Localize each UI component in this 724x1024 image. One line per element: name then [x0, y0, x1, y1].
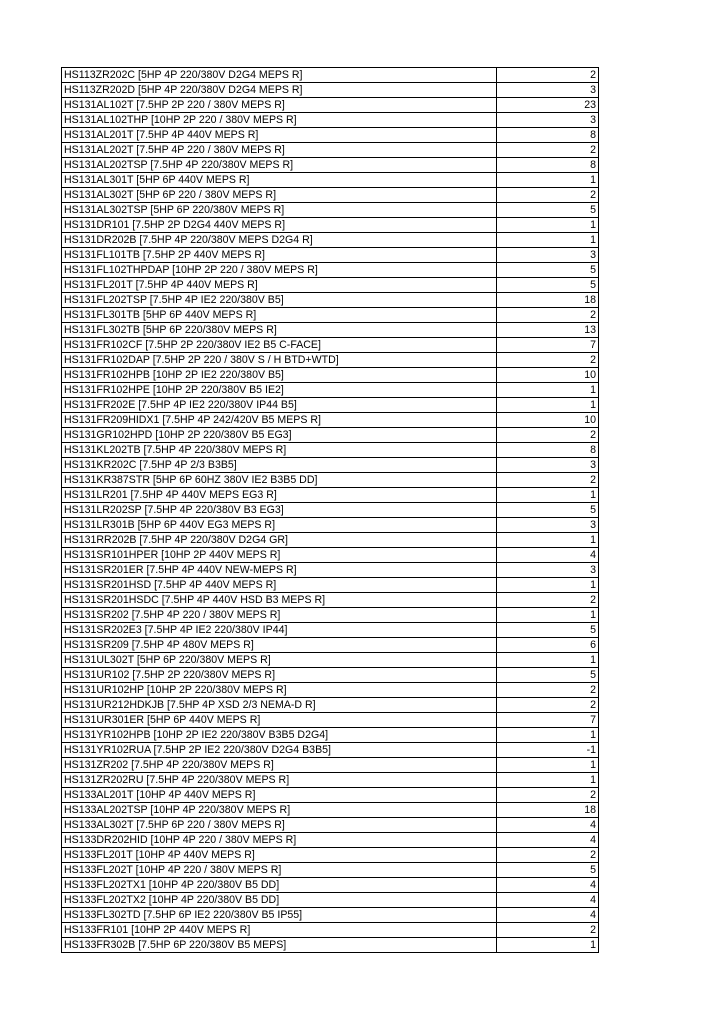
- quantity-cell: 2: [497, 593, 599, 608]
- quantity-cell: 2: [497, 923, 599, 938]
- quantity-cell: 1: [497, 218, 599, 233]
- quantity-cell: 2: [497, 788, 599, 803]
- table-row: [62, 653, 599, 668]
- table-row: [62, 518, 599, 533]
- table-row: [62, 818, 599, 833]
- table-row: [62, 788, 599, 803]
- quantity-cell: 3: [497, 458, 599, 473]
- quantity-cell: 4: [497, 833, 599, 848]
- item-description-cell: HS131FR102DAP [7.5HP 2P 220 / 380V S / H BTD+WTD]: [62, 353, 497, 368]
- quantity-cell: 18: [497, 293, 599, 308]
- item-description-cell: HS131FL101TB [7.5HP 2P 440V MEPS R]: [62, 248, 497, 263]
- quantity-cell: 10: [497, 413, 599, 428]
- table-row: [62, 623, 599, 638]
- quantity-cell: 2: [497, 68, 599, 83]
- table-row: [62, 683, 599, 698]
- quantity-cell: 3: [497, 113, 599, 128]
- table-row: [62, 113, 599, 128]
- table-row: [62, 563, 599, 578]
- quantity-cell: 2: [497, 683, 599, 698]
- item-description-cell: HS131SR101HPER [10HP 2P 440V MEPS R]: [62, 548, 497, 563]
- quantity-cell: 1: [497, 533, 599, 548]
- item-description-cell: HS131AL201T [7.5HP 4P 440V MEPS R]: [62, 128, 497, 143]
- quantity-cell: 1: [497, 233, 599, 248]
- table-row: [62, 308, 599, 323]
- quantity-cell: 1: [497, 383, 599, 398]
- quantity-cell: 5: [497, 668, 599, 683]
- quantity-cell: 4: [497, 893, 599, 908]
- item-description-cell: HS131FR202E [7.5HP 4P IE2 220/380V IP44 B5]: [62, 398, 497, 413]
- quantity-cell: 3: [497, 248, 599, 263]
- item-description-cell: HS131LR301B [5HP 6P 440V EG3 MEPS R]: [62, 518, 497, 533]
- item-description-cell: HS113ZR202D [5HP 4P 220/380V D2G4 MEPS R]: [62, 83, 497, 98]
- quantity-cell: 2: [497, 353, 599, 368]
- quantity-cell: 3: [497, 518, 599, 533]
- quantity-cell: 5: [497, 263, 599, 278]
- item-description-cell: HS131FL202TSP [7.5HP 4P IE2 220/380V B5]: [62, 293, 497, 308]
- table-row: [62, 503, 599, 518]
- item-description-cell: HS131SR209 [7.5HP 4P 480V MEPS R]: [62, 638, 497, 653]
- table-row: [62, 743, 599, 758]
- quantity-cell: 5: [497, 623, 599, 638]
- table-row: [62, 458, 599, 473]
- item-description-cell: HS131SR202E3 [7.5HP 4P IE2 220/380V IP44]: [62, 623, 497, 638]
- table-row: [62, 908, 599, 923]
- quantity-cell: 1: [497, 398, 599, 413]
- table-row: [62, 713, 599, 728]
- table-row: [62, 218, 599, 233]
- table-row: [62, 428, 599, 443]
- item-description-cell: HS133AL202TSP [10HP 4P 220/380V MEPS R]: [62, 803, 497, 818]
- inventory-rows: [62, 68, 599, 953]
- table-row: [62, 848, 599, 863]
- table-row: [62, 548, 599, 563]
- table-row: [62, 608, 599, 623]
- quantity-cell: 5: [497, 863, 599, 878]
- item-description-cell: HS131UR301ER [5HP 6P 440V MEPS R]: [62, 713, 497, 728]
- table-row: [62, 803, 599, 818]
- table-row: [62, 398, 599, 413]
- item-description-cell: HS131KR387STR [5HP 6P 60HZ 380V IE2 B3B5 DD]: [62, 473, 497, 488]
- quantity-cell: 7: [497, 713, 599, 728]
- quantity-cell: 8: [497, 158, 599, 173]
- table-row: [62, 188, 599, 203]
- table-row: [62, 233, 599, 248]
- item-description-cell: HS131UL302T [5HP 6P 220/380V MEPS R]: [62, 653, 497, 668]
- table-row: [62, 728, 599, 743]
- table-row: [62, 473, 599, 488]
- item-description-cell: HS133AL201T [10HP 4P 440V MEPS R]: [62, 788, 497, 803]
- item-description-cell: HS131SR202 [7.5HP 4P 220 / 380V MEPS R]: [62, 608, 497, 623]
- quantity-cell: 1: [497, 488, 599, 503]
- item-description-cell: HS131YR102RUA [7.5HP 2P IE2 220/380V D2G4 B3B5]: [62, 743, 497, 758]
- quantity-cell: 18: [497, 803, 599, 818]
- inventory-table: [61, 67, 599, 953]
- table-row: [62, 893, 599, 908]
- item-description-cell: HS133FR101 [10HP 2P 440V MEPS R]: [62, 923, 497, 938]
- quantity-cell: 5: [497, 203, 599, 218]
- table-row: [62, 158, 599, 173]
- quantity-cell: 10: [497, 368, 599, 383]
- item-description-cell: HS131FR102HPB [10HP 2P IE2 220/380V B5]: [62, 368, 497, 383]
- item-description-cell: HS131KL202TB [7.5HP 4P 220/380V MEPS R]: [62, 443, 497, 458]
- item-description-cell: HS133FL302TD [7.5HP 6P IE2 220/380V B5 IP55]: [62, 908, 497, 923]
- quantity-cell: 3: [497, 83, 599, 98]
- table-row: [62, 143, 599, 158]
- quantity-cell: 5: [497, 278, 599, 293]
- item-description-cell: HS131UR102HP [10HP 2P 220/380V MEPS R]: [62, 683, 497, 698]
- table-row: [62, 578, 599, 593]
- quantity-cell: 7: [497, 338, 599, 353]
- item-description-cell: HS131LR201 [7.5HP 4P 440V MEPS EG3 R]: [62, 488, 497, 503]
- quantity-cell: 8: [497, 443, 599, 458]
- item-description-cell: HS133FL201T [10HP 4P 440V MEPS R]: [62, 848, 497, 863]
- item-description-cell: HS131AL202TSP [7.5HP 4P 220/380V MEPS R]: [62, 158, 497, 173]
- quantity-cell: 1: [497, 608, 599, 623]
- item-description-cell: HS131KR202C [7.5HP 4P 2/3 B3B5]: [62, 458, 497, 473]
- table-row: [62, 758, 599, 773]
- item-description-cell: HS131FL102THPDAP [10HP 2P 220 / 380V MEPS R]: [62, 263, 497, 278]
- item-description-cell: HS131UR102 [7.5HP 2P 220/380V MEPS R]: [62, 668, 497, 683]
- quantity-cell: 4: [497, 818, 599, 833]
- item-description-cell: HS131FL201T [7.5HP 4P 440V MEPS R]: [62, 278, 497, 293]
- table-row: [62, 263, 599, 278]
- item-description-cell: HS131UR212HDKJB [7.5HP 4P XSD 2/3 NEMA-D R]: [62, 698, 497, 713]
- item-description-cell: HS131DR101 [7.5HP 2P D2G4 440V MEPS R]: [62, 218, 497, 233]
- table-row: [62, 533, 599, 548]
- quantity-cell: 2: [497, 188, 599, 203]
- item-description-cell: HS133FL202T [10HP 4P 220 / 380V MEPS R]: [62, 863, 497, 878]
- table-row: [62, 638, 599, 653]
- item-description-cell: HS113ZR202C [5HP 4P 220/380V D2G4 MEPS R]: [62, 68, 497, 83]
- table-row: [62, 248, 599, 263]
- table-row: [62, 293, 599, 308]
- item-description-cell: HS131GR102HPD [10HP 2P 220/380V B5 EG3]: [62, 428, 497, 443]
- item-description-cell: HS131AL202T [7.5HP 4P 220 / 380V MEPS R]: [62, 143, 497, 158]
- item-description-cell: HS131FR102CF [7.5HP 2P 220/380V IE2 B5 C-FACE]: [62, 338, 497, 353]
- table-row: [62, 203, 599, 218]
- quantity-cell: -1: [497, 743, 599, 758]
- table-row: [62, 278, 599, 293]
- item-description-cell: HS131AL102THP [10HP 2P 220 / 380V MEPS R]: [62, 113, 497, 128]
- table-row: [62, 698, 599, 713]
- quantity-cell: 2: [497, 428, 599, 443]
- item-description-cell: HS131AL301T [5HP 6P 440V MEPS R]: [62, 173, 497, 188]
- item-description-cell: HS131LR202SP [7.5HP 4P 220/380V B3 EG3]: [62, 503, 497, 518]
- quantity-cell: 4: [497, 548, 599, 563]
- item-description-cell: HS133AL302T [7.5HP 6P 220 / 380V MEPS R]: [62, 818, 497, 833]
- item-description-cell: HS131ZR202RU [7.5HP 4P 220/380V MEPS R]: [62, 773, 497, 788]
- item-description-cell: HS131AL302T [5HP 6P 220 / 380V MEPS R]: [62, 188, 497, 203]
- table-row: [62, 488, 599, 503]
- table-row: [62, 833, 599, 848]
- quantity-cell: 3: [497, 563, 599, 578]
- table-row: [62, 878, 599, 893]
- table-row: [62, 593, 599, 608]
- quantity-cell: 2: [497, 308, 599, 323]
- table-row: [62, 938, 599, 953]
- quantity-cell: 4: [497, 908, 599, 923]
- table-row: [62, 323, 599, 338]
- quantity-cell: 6: [497, 638, 599, 653]
- table-row: [62, 773, 599, 788]
- quantity-cell: 13: [497, 323, 599, 338]
- quantity-cell: 4: [497, 878, 599, 893]
- table-row: [62, 98, 599, 113]
- item-description-cell: HS131FL302TB [5HP 6P 220/380V MEPS R]: [62, 323, 497, 338]
- item-description-cell: HS131AL302TSP [5HP 6P 220/380V MEPS R]: [62, 203, 497, 218]
- item-description-cell: HS133FL202TX1 [10HP 4P 220/380V B5 DD]: [62, 878, 497, 893]
- table-row: [62, 68, 599, 83]
- table-row: [62, 128, 599, 143]
- table-row: [62, 383, 599, 398]
- item-description-cell: HS133DR202HID [10HP 4P 220 / 380V MEPS R]: [62, 833, 497, 848]
- quantity-cell: 1: [497, 758, 599, 773]
- item-description-cell: HS131SR201HSDC [7.5HP 4P 440V HSD B3 MEPS R]: [62, 593, 497, 608]
- quantity-cell: 1: [497, 173, 599, 188]
- quantity-cell: 1: [497, 773, 599, 788]
- table-row: [62, 863, 599, 878]
- table-row: [62, 368, 599, 383]
- quantity-cell: 1: [497, 728, 599, 743]
- item-description-cell: HS133FL202TX2 [10HP 4P 220/380V B5 DD]: [62, 893, 497, 908]
- item-description-cell: HS131AL102T [7.5HP 2P 220 / 380V MEPS R]: [62, 98, 497, 113]
- quantity-cell: 1: [497, 653, 599, 668]
- item-description-cell: HS131YR102HPB [10HP 2P IE2 220/380V B3B5 D2G4]: [62, 728, 497, 743]
- item-description-cell: HS131DR202B [7.5HP 4P 220/380V MEPS D2G4 R]: [62, 233, 497, 248]
- quantity-cell: 8: [497, 128, 599, 143]
- item-description-cell: HS131RR202B [7.5HP 4P 220/380V D2G4 GR]: [62, 533, 497, 548]
- quantity-cell: 23: [497, 98, 599, 113]
- item-description-cell: HS131SR201HSD [7.5HP 4P 440V MEPS R]: [62, 578, 497, 593]
- quantity-cell: 1: [497, 578, 599, 593]
- table-row: [62, 413, 599, 428]
- item-description-cell: HS131ZR202 [7.5HP 4P 220/380V MEPS R]: [62, 758, 497, 773]
- table-row: [62, 353, 599, 368]
- item-description-cell: HS131FR102HPE [10HP 2P 220/380V B5 IE2]: [62, 383, 497, 398]
- table-row: [62, 668, 599, 683]
- item-description-cell: HS131FL301TB [5HP 6P 440V MEPS R]: [62, 308, 497, 323]
- quantity-cell: 5: [497, 503, 599, 518]
- table-row: [62, 338, 599, 353]
- item-description-cell: HS131FR209HIDX1 [7.5HP 4P 242/420V B5 MEPS R]: [62, 413, 497, 428]
- table-row: [62, 923, 599, 938]
- table-row: [62, 83, 599, 98]
- quantity-cell: 1: [497, 938, 599, 953]
- quantity-cell: 2: [497, 143, 599, 158]
- table-row: [62, 443, 599, 458]
- quantity-cell: 2: [497, 473, 599, 488]
- item-description-cell: HS133FR302B [7.5HP 6P 220/380V B5 MEPS]: [62, 938, 497, 953]
- item-description-cell: HS131SR201ER [7.5HP 4P 440V NEW-MEPS R]: [62, 563, 497, 578]
- quantity-cell: 2: [497, 848, 599, 863]
- table-row: [62, 173, 599, 188]
- quantity-cell: 2: [497, 698, 599, 713]
